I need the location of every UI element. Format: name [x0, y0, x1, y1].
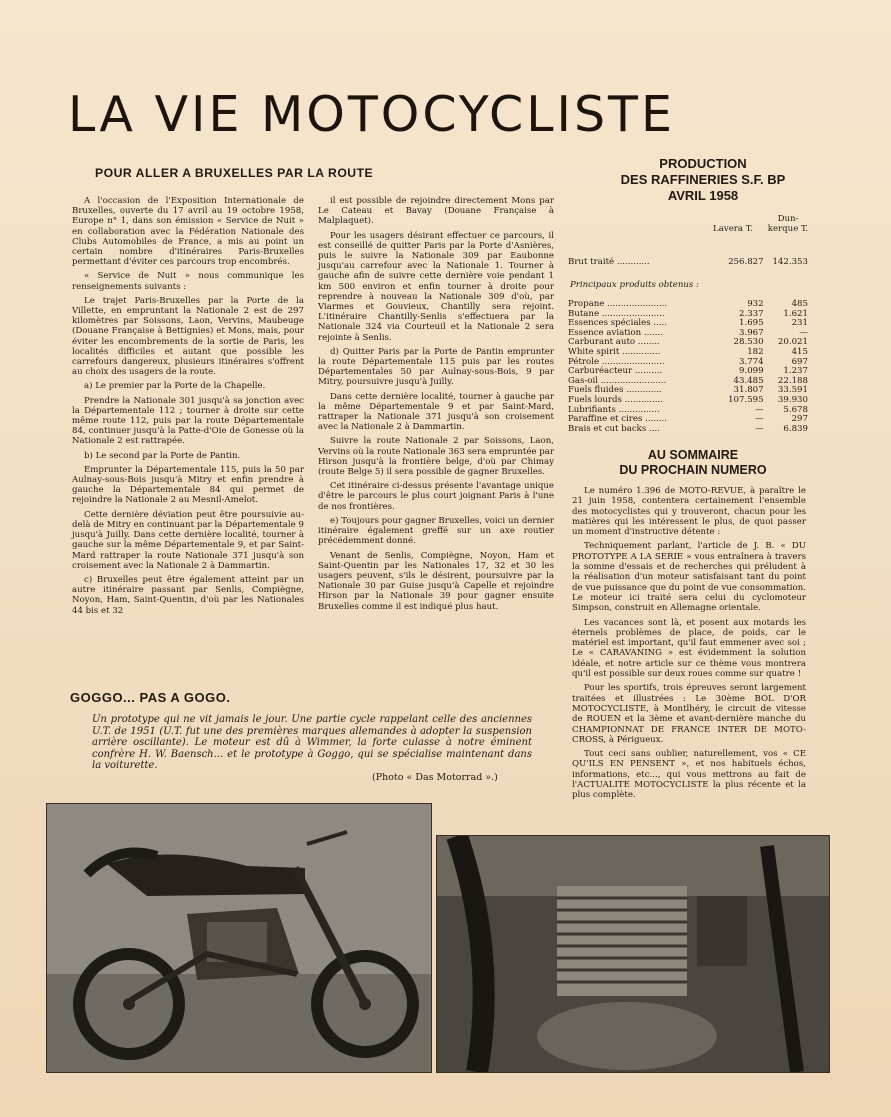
dunkerque-value: 231 — [791, 318, 808, 329]
sommaire-column — [572, 486, 806, 805]
engine-photo — [436, 835, 830, 1073]
dunkerque-value: 485 — [791, 299, 808, 309]
lavera-value: 1.695 — [739, 318, 764, 329]
dunkerque-value: 5.678 — [783, 404, 808, 415]
lavera-value: 43.485 — [733, 375, 764, 386]
lavera-value: 3.967 — [739, 327, 764, 338]
dunkerque-value: 415 — [791, 346, 808, 357]
article-paragraph: il est possible de rejoindre directement Mons par Le Cateau et Bavay (Douane Française à Malplaquet). — [318, 196, 554, 227]
article-paragraph: Dans cette dernière localité, tourner à gauche par la même Départementale 9 et par Saint-Mard, rattraper la Nationale 371 jusqu'à son croisement avec la Nationale 2 à Dammartin. — [318, 391, 554, 433]
production-col-dunkerque: Dun-kerque T. — [767, 214, 809, 234]
production-title-line3: AVRIL 1958 — [667, 188, 739, 203]
product-label: White spirit .............. — [568, 346, 661, 357]
article-paragraph: a) Le premier par la Porte de la Chapelle. — [84, 381, 266, 392]
dunkerque-value: 22.188 — [777, 375, 808, 386]
engine-photo-image — [437, 836, 829, 1072]
product-label: Fuels fluides ............. — [568, 385, 662, 396]
product-label: Propane ...................... — [568, 299, 668, 309]
dunkerque-value: 39.930 — [777, 394, 808, 405]
product-label: Essences spéciales ..... — [568, 318, 668, 329]
sommaire-paragraph: Techniquement parlant, l'article de J. B. « DU PROTOTYPE A LA SERIE » vous entraînera à travers la somme d'essais et de recherches qui préludent à la réalisation d'un moteur satisfaisant tant du point de vue puissance que du point de vue consommation. Le moteur ici traité sera celui du cyclomoteur Simpson, construit en Allemagne orientale. — [572, 541, 806, 614]
article-paragraph: Suivre la route Nationale 2 par Soissons, Laon, Vervins où la route Nationale 363 sera empruntée par Hirson jusqu'à la frontière belge, d'où par Chimay (route Belge 5) il sera possible de gagner Bruxelles. — [318, 436, 554, 478]
production-title-line1: PRODUCTION — [659, 156, 747, 171]
lavera-value: 182 — [747, 346, 764, 357]
production-title-line2: DES RAFFINERIES S.F. BP — [620, 172, 786, 187]
lavera-value: — — [755, 404, 764, 415]
article-paragraph: « Service de Nuit » nous communique les renseignements suivants : — [72, 271, 304, 292]
article-paragraph: Le trajet Paris-Bruxelles par la Porte de la Villette, en empruntant la Nationale 2 est de 297 kilomètres par Soissons, Laon, Vervins, Maubeuge (Douane Française à Bettignies) et Mons, mais, pour éviter les encombrements de la sortie de Paris, les localités difficiles et autant que possible les carrefours dangereux, plusieurs itinéraires s'offrent au choix des usagers de la route. — [72, 295, 304, 378]
production-row — [568, 425, 808, 435]
brut-label: Brut traité ............ — [568, 257, 650, 267]
sommaire-paragraph: Le numéro 1.396 de MOTO-REVUE, à paraître le 21 juin 1958, contentera certainement l'ensemble des motocyclistes qui y trouveront, chacun pour les matières qui les intéressent le plus, de quoi passer un moment d'instructive détente : — [572, 486, 806, 538]
dunkerque-value: 33.591 — [777, 385, 808, 396]
product-label: Fuels lourds .............. — [568, 394, 663, 405]
lavera-value: — — [755, 414, 764, 425]
dunkerque-value: 1.237 — [783, 366, 808, 377]
goggo-title: GOGGO... PAS A GOGO. — [70, 690, 231, 705]
sommaire-paragraph: Pour les sportifs, trois épreuves seront largement traitées et illustrées : Le 30ème BOL D'OR MOTOCYCLISTE, à Montlhéry, le circuit de vitesse de ROUEN et la 3ème et avant-dernière manche du CHAMPIONNAT DE FRANCE INTER DE MOTO-CROSS, à Périgueux. — [572, 683, 806, 745]
masthead-title: LA VIE MOTOCYCLISTE — [68, 86, 675, 143]
article-paragraph: Pour les usagers désirant effectuer ce parcours, il est conseillé de quitter Paris par la Porte d'Asnières, puis le suivre la Nationale 309 par Eaubonne jusqu'au carrefour avec la Nationale 1. Tourner à gauche afin de suivre cette dernière voie pendant 1 km 500 environ et enfin tourner à droite pour reprendre à nouveau la Nationale 309 d'où, par Viarmes et Gouvieux, Chantilly sera rejoint. L'itinéraire Chantilly-Senlis s'effectuera par la Nationale 324 via Courteuil et la Nationale 2 sera rejointe à Senlis. — [318, 230, 554, 343]
sommaire-title-line2: DU PROCHAIN NUMERO — [619, 463, 767, 477]
product-label: Carburéacteur .......... — [568, 366, 663, 377]
production-title — [588, 156, 818, 204]
product-label: Carburant auto ........ — [568, 337, 660, 348]
lavera-value: 932 — [747, 299, 764, 309]
lavera-value: 3.774 — [739, 356, 764, 367]
bruxelles-title: POUR ALLER A BRUXELLES PAR LA ROUTE — [95, 166, 374, 180]
article-paragraph: b) Le second par la Porte de Pantin. — [84, 450, 241, 461]
lavera-value: 28.530 — [733, 337, 764, 348]
production-brut-row — [568, 258, 808, 268]
production-brut-table — [568, 258, 808, 268]
sommaire-paragraph: Tout ceci sans oublier, naturellement, vos « CE QU'ILS EN PENSENT », et nos habituels échos, informations, etc..., qui vous mettrons au fait de l'ACTUALITE MOTOCYCLISTE la plus récente et la plus complète. — [572, 749, 806, 801]
dunkerque-value: 20.021 — [777, 337, 808, 348]
motorcycle-photo — [46, 803, 432, 1073]
goggo-photo-credit: (Photo « Das Motorrad ».) — [372, 772, 498, 783]
article-paragraph: A l'occasion de l'Exposition Internationale de Bruxelles, ouverte du 17 avril au 19 octobre 1958, Europe n° 1, dans son émission « Service de Nuit » en collaboration avec la Fédération Nationale des Clubs Automobiles de France, a mis au point un certain nombre d'itinéraires Paris-Bruxelles permettant d'éviter ces parcours trop encombrés. — [72, 196, 304, 268]
product-label: Butane ....................... — [568, 308, 665, 319]
sommaire-title-line1: AU SOMMAIRE — [647, 448, 739, 462]
article-paragraph: Venant de Senlis, Compiègne, Noyon, Ham et Saint-Quentin par les Nationales 17, 32 et 30 les usagers peuvent, s'ils le désirent, poursuivre par la Nationale 30 par Guise jusqu'à Capelle et rejoindre Hirson par la Nationale 39 pour gagner ensuite Bruxelles comme il est indiqué plus haut. — [318, 550, 554, 612]
article-paragraph: Cette dernière déviation peut être poursuivie au-delà de Mitry en continuant par la Départementale 9 jusqu'à Juilly. Dans cette dernière localité, tourner à gauche sur la même Départementale 9, et par Saint-Mard rattraper la route Nationale 371 jusqu'à son croisement avec la Nationale 2 à Dammartin. — [72, 509, 304, 571]
lavera-value: — — [755, 423, 764, 434]
article-paragraph: d) Quitter Paris par la Porte de Pantin emprunter la route Départementale 115 puis par les routes Départementales 50 par Aulnay-sous-Bois, 9 par Mitry, poursuivre jusqu'à Juilly. — [318, 346, 554, 388]
dunkerque-value: 697 — [791, 356, 808, 367]
lavera-value: 31.807 — [733, 385, 764, 396]
product-label: Gas-oil ........................ — [568, 375, 667, 386]
article-paragraph: Emprunter la Départementale 115, puis la 50 par Aulnay-sous-Bois jusqu'à Mitry et enfin prendre à gauche la Départementale 84 qui permet de rejoindre la Nationale 2 au Mesnil-Amelot. — [72, 464, 304, 506]
article-paragraph: e) Toujours pour gagner Bruxelles, voici un dernier itinéraire également greffé sur un axe routier précédemment donné. — [318, 515, 554, 547]
product-label: Essence aviation ....... — [568, 327, 663, 338]
lavera-value: 9.099 — [739, 366, 764, 377]
sommaire-title — [578, 448, 808, 478]
bruxelles-column-2 — [318, 196, 554, 616]
article-paragraph: Prendre la Nationale 301 jusqu'à sa jonction avec la Départementale 112 ; tourner à droite sur cette même route 112, puis par la route Départementale 84, continuer jusqu'à la Patte-d'Oie de Gonesse où la Nationale 2 est rattrapée. — [72, 395, 304, 447]
product-label: Brais et cut backs .... — [568, 423, 660, 434]
dunkerque-value: 6.839 — [783, 423, 808, 434]
production-table — [568, 300, 808, 434]
motorcycle-photo-image — [47, 804, 431, 1072]
product-label: Paraffine et cires ........ — [568, 414, 667, 425]
product-label: Pétrole ....................... — [568, 356, 665, 367]
production-subhead: Principaux produits obtenus : — [570, 280, 699, 290]
dunkerque-value: 297 — [791, 414, 808, 425]
brut-lavera: 256.827 — [728, 257, 764, 267]
bruxelles-column-1 — [72, 196, 304, 620]
sommaire-paragraph: Les vacances sont là, et posent aux motards les éternels problèmes de place, de poids, car le matériel est important, qu'il faut emmener avec soi ; Le « CARAVANING » est évidemment la solution idéale, et notre article sur ce thème vous montrera qu'il est possible sur deux roues comme sur quatre ! — [572, 617, 806, 680]
product-label: Lubrifiants ............... — [568, 404, 660, 415]
dunkerque-value: — — [799, 327, 808, 338]
brut-dunkerque: 142.353 — [772, 257, 808, 267]
goggo-caption: Un prototype qui ne vit jamais le jour. Une partie cycle rappelant celle des anciennes U.T. de 1951 (U.T. fut une des premières marques allemandes à adopter la suspension arrière oscillante). Le moteur est dû à Wimmer, la forte culasse à notre éminent confrère H. W. Baensch... et le prototype à Goggo, qui se spécialise maintenant dans la voiturette. — [92, 714, 532, 772]
dunkerque-value: 1.621 — [783, 308, 808, 319]
article-paragraph: c) Bruxelles peut être également atteint par un autre itinéraire passant par Senlis, Compiègne, Noyon, Ham, Saint-Quentin, d'où par les Nationales 44 bis et 32 — [72, 574, 304, 616]
lavera-value: 107.595 — [728, 394, 764, 405]
production-col-lavera: Lavera T. — [713, 224, 753, 234]
article-paragraph: Cet itinéraire ci-dessus présente l'avantage unique d'être le parcours le plus court joignant Paris à l'une de nos frontières. — [318, 481, 554, 512]
lavera-value: 2.337 — [739, 308, 764, 319]
